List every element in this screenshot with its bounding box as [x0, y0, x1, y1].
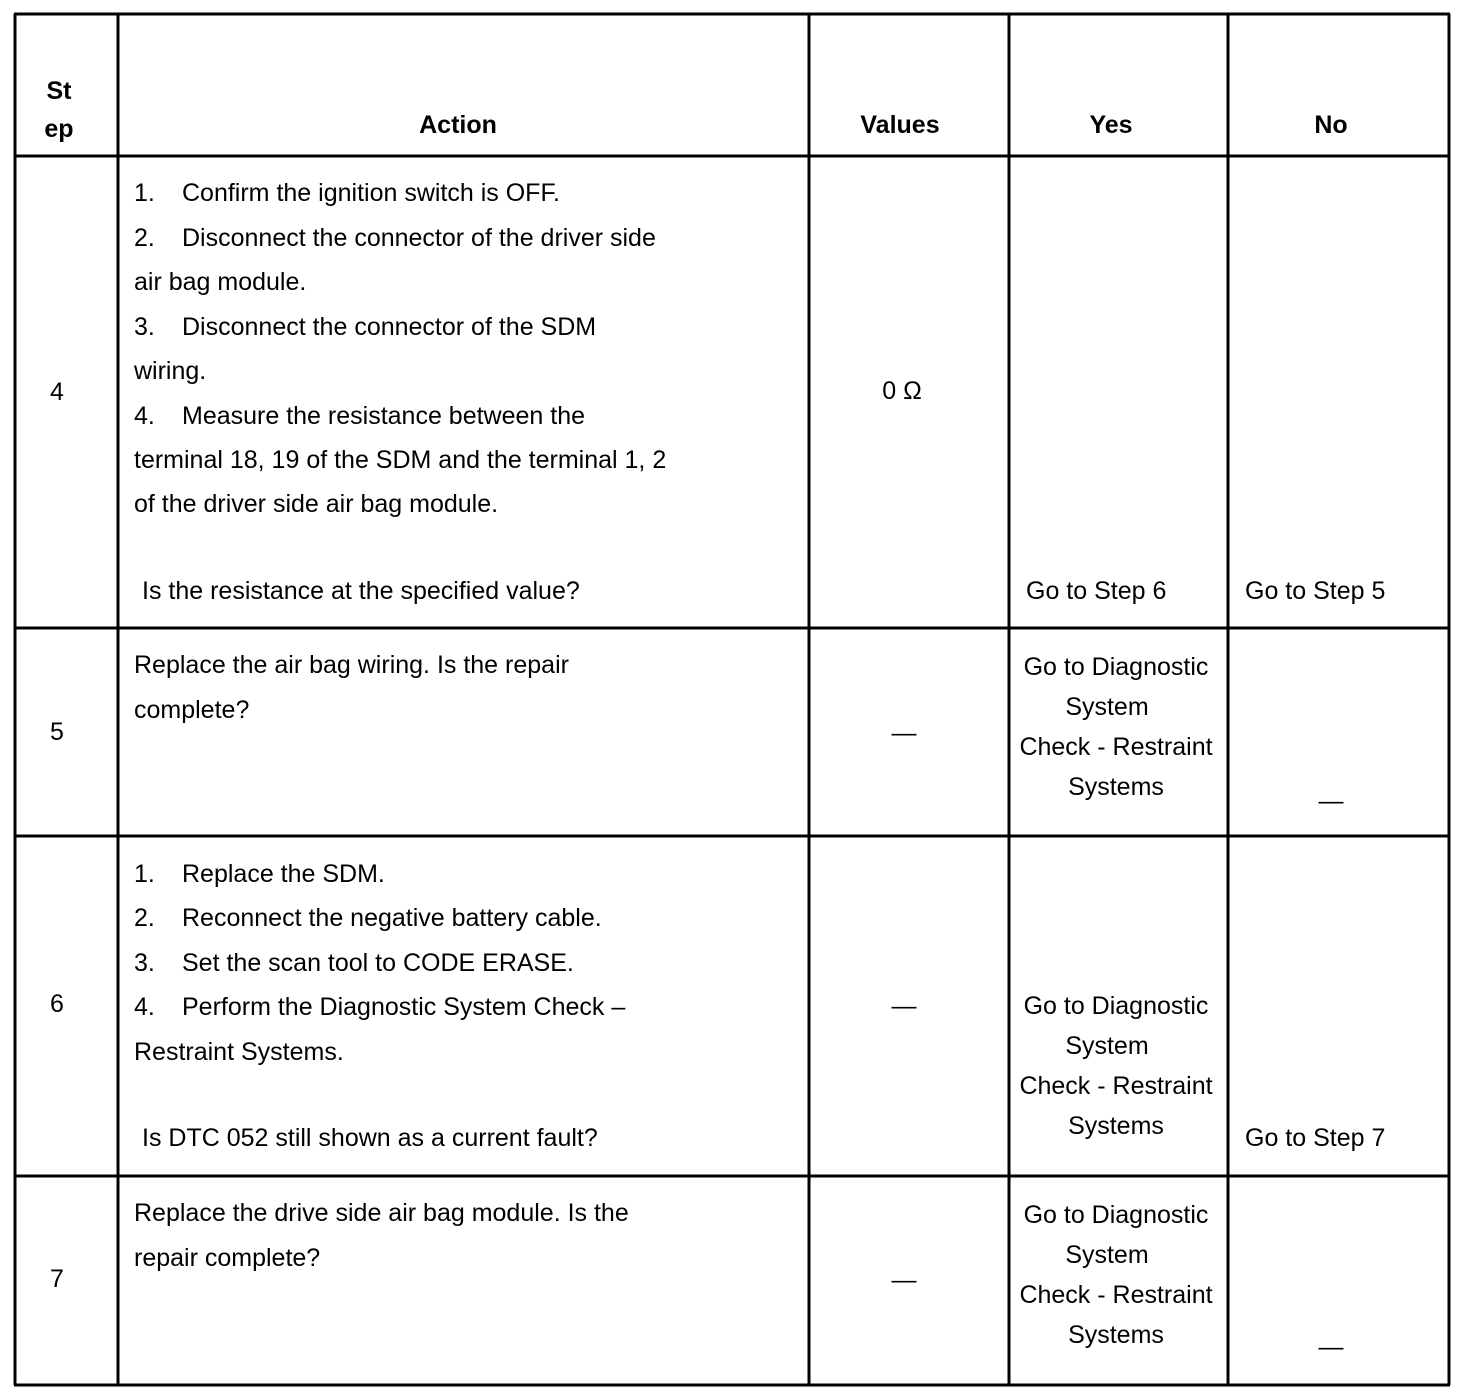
list-item [134, 305, 596, 349]
yes-cell: Go to Step 6 [1026, 577, 1167, 605]
header-no: No [1314, 111, 1348, 139]
header-values: Values [860, 111, 940, 139]
yes-line: Check - Restraint [1019, 1281, 1213, 1309]
list-item [134, 216, 656, 260]
yes-cell [1009, 986, 1223, 1146]
yes-line: Systems [1068, 1112, 1164, 1140]
list-item-number: 4. [134, 993, 155, 1021]
no-cell: — [1318, 1333, 1344, 1361]
list-item-text: Set the scan tool to CODE ERASE. [182, 949, 574, 977]
yes-line: System [1065, 693, 1149, 721]
header-step-line1: St [46, 77, 72, 105]
yes-line: Go to Diagnostic [1023, 1201, 1209, 1229]
action-text: complete? [134, 696, 250, 724]
list-item-text: Reconnect the negative battery cable. [182, 904, 602, 932]
list-item-text: Confirm the ignition switch is OFF. [182, 179, 560, 207]
yes-cell [1009, 1195, 1223, 1355]
step-number: 4 [50, 378, 64, 406]
yes-line: System [1065, 1032, 1149, 1060]
header-yes: Yes [1089, 111, 1133, 139]
action-text: Replace the air bag wiring. Is the repair [134, 651, 569, 679]
yes-line: Systems [1068, 773, 1164, 801]
action-question: Is DTC 052 still shown as a current fault? [142, 1124, 598, 1152]
yes-line: Go to Diagnostic [1023, 653, 1209, 681]
list-item-number: 3. [134, 949, 155, 977]
list-item [134, 171, 560, 215]
list-item-number: 2. [134, 904, 155, 932]
yes-line: Check - Restraint [1019, 1072, 1213, 1100]
list-item [134, 941, 574, 985]
header-action: Action [419, 111, 497, 139]
list-item-text: Replace the SDM. [182, 860, 385, 888]
yes-line: Go to Diagnostic [1023, 992, 1209, 1020]
list-item-continuation: terminal 18, 19 of the SDM and the terminal 1, 2 [134, 446, 667, 474]
no-cell: — [1318, 787, 1344, 815]
action-question: Is the resistance at the specified value? [142, 577, 580, 605]
action-text: Replace the drive side air bag module. Is the [134, 1199, 629, 1227]
step-number: 7 [50, 1265, 64, 1293]
list-item-number: 4. [134, 402, 155, 430]
value-cell: — [891, 719, 917, 747]
list-item [134, 852, 385, 896]
yes-line: Systems [1068, 1321, 1164, 1349]
header-step [15, 72, 103, 148]
list-item-number: 3. [134, 313, 155, 341]
list-item-continuation: air bag module. [134, 268, 307, 296]
header-step-line2: ep [44, 115, 74, 143]
yes-cell [1009, 647, 1223, 807]
list-item-text: Disconnect the connector of the SDM [182, 313, 597, 341]
list-item-continuation: of the driver side air bag module. [134, 490, 499, 518]
list-item-continuation: Restraint Systems. [134, 1038, 344, 1066]
list-item-text: Perform the Diagnostic System Check – [182, 993, 626, 1021]
no-cell: Go to Step 7 [1245, 1124, 1386, 1152]
yes-line: System [1065, 1241, 1149, 1269]
value-cell: — [891, 1266, 917, 1294]
value-cell: 0 Ω [882, 377, 922, 405]
yes-line: Check - Restraint [1019, 733, 1213, 761]
action-text: repair complete? [134, 1244, 321, 1272]
value-cell: — [891, 992, 917, 1020]
list-item-number: 1. [134, 860, 155, 888]
list-item [134, 896, 602, 940]
step-number: 5 [50, 718, 64, 746]
list-item-number: 2. [134, 224, 155, 252]
no-cell: Go to Step 5 [1245, 577, 1386, 605]
list-item-continuation: wiring. [134, 357, 207, 385]
list-item [134, 394, 585, 438]
list-item [134, 985, 625, 1029]
list-item-number: 1. [134, 179, 155, 207]
step-number: 6 [50, 990, 64, 1018]
list-item-text: Measure the resistance between the [182, 402, 586, 430]
list-item-text: Disconnect the connector of the driver side [182, 224, 656, 252]
